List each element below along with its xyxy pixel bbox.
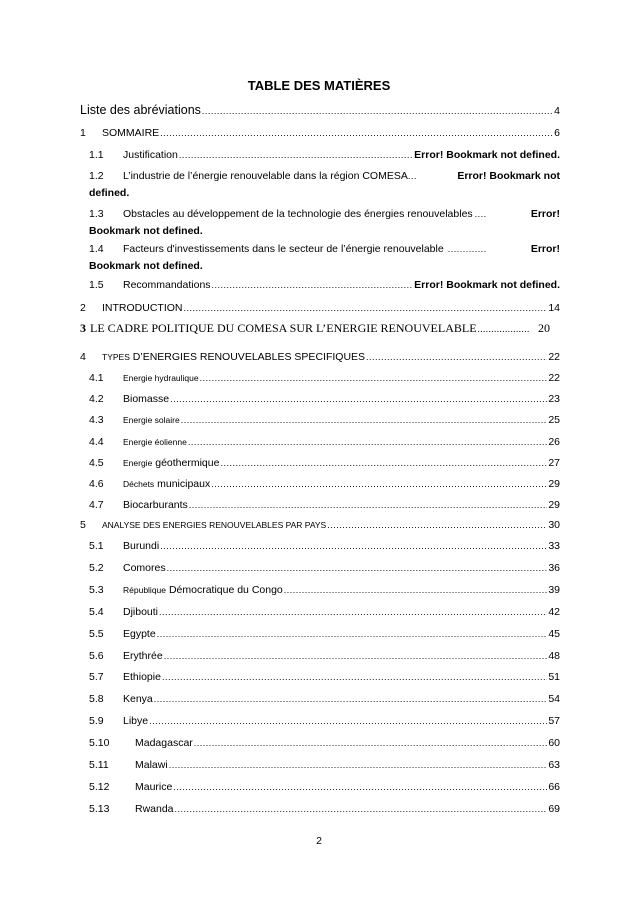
toc-number: 5.9 (89, 715, 104, 728)
toc-label: Comores (123, 561, 166, 574)
toc-number: 5.12 (89, 780, 110, 793)
toc-label: Biocarburants (123, 499, 188, 512)
toc-entry-5-13[interactable] (89, 803, 560, 816)
toc-label: Rwanda (135, 802, 174, 815)
toc-label: SOMMAIRE (102, 127, 160, 139)
toc-page-number: 33 (548, 540, 560, 552)
toc-label: Recommandations (123, 279, 211, 291)
toc-number: 4.7 (89, 499, 104, 512)
toc-page-number: 22 (548, 372, 560, 384)
toc-entry-5-11[interactable] (89, 759, 560, 772)
toc-entry-types-energies[interactable] (80, 351, 560, 364)
toc-entry-1-3[interactable] (89, 206, 560, 240)
toc-label: Kenya (123, 693, 153, 706)
toc-number: 5.13 (89, 802, 110, 815)
toc-page-number: 51 (548, 671, 560, 684)
dot-leader (160, 127, 553, 140)
toc-entry-4-7[interactable] (89, 499, 560, 512)
dot-leader (284, 584, 548, 597)
toc-page-number: 36 (548, 561, 560, 574)
toc-page-number: 66 (548, 780, 560, 793)
toc-number: 5.6 (89, 649, 104, 662)
toc-label: D’ENERGIES RENOUVELABLES SPECIFIQUES (132, 351, 366, 363)
toc-number: 4 (80, 351, 86, 363)
bookmark-error-continued: Bookmark not defined. (89, 260, 203, 272)
toc-entry-5-4[interactable] (89, 606, 560, 619)
toc-entry-5-5[interactable] (89, 628, 560, 641)
dot-leader (157, 628, 548, 641)
dot-leader (154, 693, 548, 706)
dot-leader (212, 279, 414, 292)
toc-number: 5.5 (89, 627, 104, 640)
toc-entry-introduction[interactable] (80, 302, 560, 315)
toc-label: Burundi (123, 540, 160, 552)
toc-entry-5-12[interactable] (89, 781, 560, 794)
toc-entry-1-5[interactable] (89, 279, 560, 292)
toc-number: 5.7 (89, 671, 104, 684)
toc-label-small: Energie éolienne (123, 436, 187, 447)
toc-entry-cadre-politique[interactable] (80, 322, 550, 336)
bookmark-error-continued: Bookmark not defined. (89, 225, 203, 237)
toc-number: 5.3 (89, 583, 104, 596)
toc-entry-4-1[interactable] (89, 372, 560, 385)
dot-leader (162, 671, 547, 684)
dot-leader (220, 457, 547, 470)
toc-page-number: 39 (548, 583, 560, 596)
toc-page-number: 45 (548, 627, 560, 640)
toc-label: Madagascar (135, 737, 193, 750)
toc-entry-5-7[interactable] (89, 671, 560, 684)
bookmark-error: Error! Bookmark not (457, 170, 560, 182)
toc-page-number: 6 (554, 127, 560, 139)
toc-page-number: 60 (548, 737, 560, 750)
toc-label: Erythrée (123, 649, 163, 662)
toc-label-small: Energie solaire (123, 415, 180, 426)
dot-leader (179, 149, 413, 162)
dot-leader: ... (407, 171, 417, 181)
toc-page-number: 20 (538, 321, 550, 335)
bookmark-error: Error! Bookmark not defined. (414, 279, 560, 291)
toc-label-small: ANALYSE DES ENERGIES RENOUVELABLES PAR PAYS (102, 520, 327, 530)
toc-number: 1.1 (89, 149, 104, 161)
bookmark-error: Error! (530, 243, 560, 255)
toc-label: Maurice (135, 780, 173, 793)
toc-number: 5.4 (89, 605, 104, 618)
toc-entry-4-3[interactable] (89, 414, 560, 427)
dot-leader (167, 562, 548, 575)
toc-page-number: 29 (548, 499, 560, 512)
toc-entry-4-2[interactable] (89, 393, 560, 406)
dot-leader (200, 372, 548, 385)
toc-label: LE CADRE POLITIQUE DU COMESA SUR L’ENERGIE RENOUVELABLE (90, 321, 477, 335)
dot-leader (149, 715, 547, 728)
toc-number: 4.4 (89, 435, 104, 448)
toc-label: Liste des abréviations (80, 103, 201, 117)
toc-label-small: Déchets (123, 479, 155, 489)
toc-number: 1.2 (89, 170, 104, 182)
dot-leader (160, 540, 547, 553)
dot-leader: ............. (447, 244, 487, 254)
toc-label: Biomasse (123, 393, 170, 406)
toc-entry-4-4[interactable] (89, 436, 560, 449)
toc-number: 4.5 (89, 456, 104, 469)
dot-leader (164, 650, 548, 663)
toc-label-small: Energie hydraulique (123, 373, 199, 383)
toc-label: géothermique (155, 456, 220, 469)
toc-entry-abbreviations[interactable] (80, 104, 560, 118)
toc-page-number: 57 (548, 715, 560, 728)
toc-page-number: 26 (548, 435, 560, 448)
toc-entry-4-5[interactable] (89, 457, 560, 470)
toc-number: 5.10 (89, 737, 110, 750)
toc-entry-5-10[interactable] (89, 737, 560, 750)
toc-label: municipaux (157, 478, 211, 490)
dot-leader (188, 436, 548, 449)
bookmark-error-continued: defined. (89, 187, 130, 199)
bookmark-error: Error! (530, 208, 560, 220)
toc-entry-5-1[interactable] (89, 540, 560, 553)
toc-label: Facteurs d'investissements dans le secteur de l’énergie renouvelable (123, 243, 444, 255)
toc-number: 5.1 (89, 540, 104, 552)
toc-label: L’industrie de l’énergie renouvelable dans la région COMESA (123, 170, 408, 182)
toc-page-number: 27 (548, 456, 560, 469)
toc-entry-5-2[interactable] (89, 562, 560, 575)
toc-number: 1.5 (89, 279, 104, 291)
toc-label: Ethiopie (123, 671, 161, 684)
dot-leader (173, 781, 547, 794)
dot-leader: .... (474, 209, 487, 219)
dot-leader (366, 351, 547, 364)
dot-leader (159, 606, 547, 619)
toc-number: 3 (80, 321, 86, 335)
toc-label: Libye (123, 715, 149, 728)
toc-label: Obstacles au développement de la technologie des énergies renouvelables (123, 208, 473, 220)
toc-entry-4-6[interactable] (89, 478, 560, 491)
dot-leader (202, 105, 553, 118)
toc-number: 4.2 (89, 393, 104, 406)
dot-leader (169, 759, 548, 772)
toc-entry-5-8[interactable] (89, 693, 560, 706)
toc-number: 5.2 (89, 561, 104, 574)
toc-label: Malawi (135, 759, 168, 771)
toc-number: 5.11 (89, 759, 109, 771)
toc-label: Justification (123, 149, 178, 161)
toc-page-number: 23 (548, 393, 560, 406)
toc-page-number: 25 (548, 414, 560, 427)
dot-leader (175, 803, 548, 816)
toc-entry-sommaire[interactable] (80, 127, 560, 140)
toc-entry-analyse-pays[interactable] (80, 519, 560, 532)
toc-page-number: 29 (548, 478, 560, 490)
toc-entry-5-6[interactable] (89, 650, 560, 663)
toc-number: 2 (80, 302, 86, 314)
toc-number: 5 (80, 519, 86, 531)
toc-label-small: Energie (123, 457, 153, 468)
toc-entry-1-4[interactable] (89, 241, 560, 275)
bookmark-error: Error! Bookmark not defined. (414, 149, 560, 161)
toc-label: Démocratique du Congo (168, 583, 283, 596)
toc-page-number: 63 (548, 759, 560, 771)
toc-page-number: 54 (548, 693, 560, 706)
page-number-footer: 2 (316, 835, 322, 847)
toc-title: TABLE DES MATIÈRES (247, 78, 391, 93)
toc-page-number: 14 (548, 302, 560, 314)
toc-label: Djibouti (123, 605, 159, 618)
dot-leader (194, 737, 548, 750)
toc-number: 1.4 (89, 243, 104, 255)
toc-entry-1-2[interactable] (89, 168, 560, 202)
dot-leader (170, 393, 547, 406)
toc-entry-1-1[interactable] (89, 149, 560, 162)
toc-entry-5-3[interactable] (89, 584, 560, 597)
toc-entry-5-9[interactable] (89, 715, 560, 728)
toc-number: 4.1 (89, 372, 104, 384)
toc-number: 1 (80, 127, 86, 139)
toc-number: 4.6 (89, 478, 104, 490)
dot-leader (189, 499, 548, 512)
toc-number: 4.3 (89, 414, 104, 427)
toc-label: Egypte (123, 627, 156, 640)
dot-leader (478, 323, 530, 336)
dot-leader (211, 478, 547, 491)
toc-page-number: 69 (548, 802, 560, 815)
dot-leader (327, 519, 547, 532)
toc-label: INTRODUCTION (102, 302, 183, 314)
toc-page-number: 30 (548, 519, 560, 531)
toc-page-number: 48 (548, 649, 560, 662)
dot-leader (181, 414, 548, 427)
toc-label-small: République (123, 584, 167, 595)
toc-label-small: TYPES (102, 352, 130, 362)
toc-number: 1.3 (89, 208, 104, 220)
toc-page-number: 4 (554, 105, 560, 117)
toc-page-number: 22 (548, 351, 560, 363)
toc-number: 5.8 (89, 693, 104, 706)
toc-page-number: 42 (548, 605, 560, 618)
dot-leader (184, 302, 548, 315)
